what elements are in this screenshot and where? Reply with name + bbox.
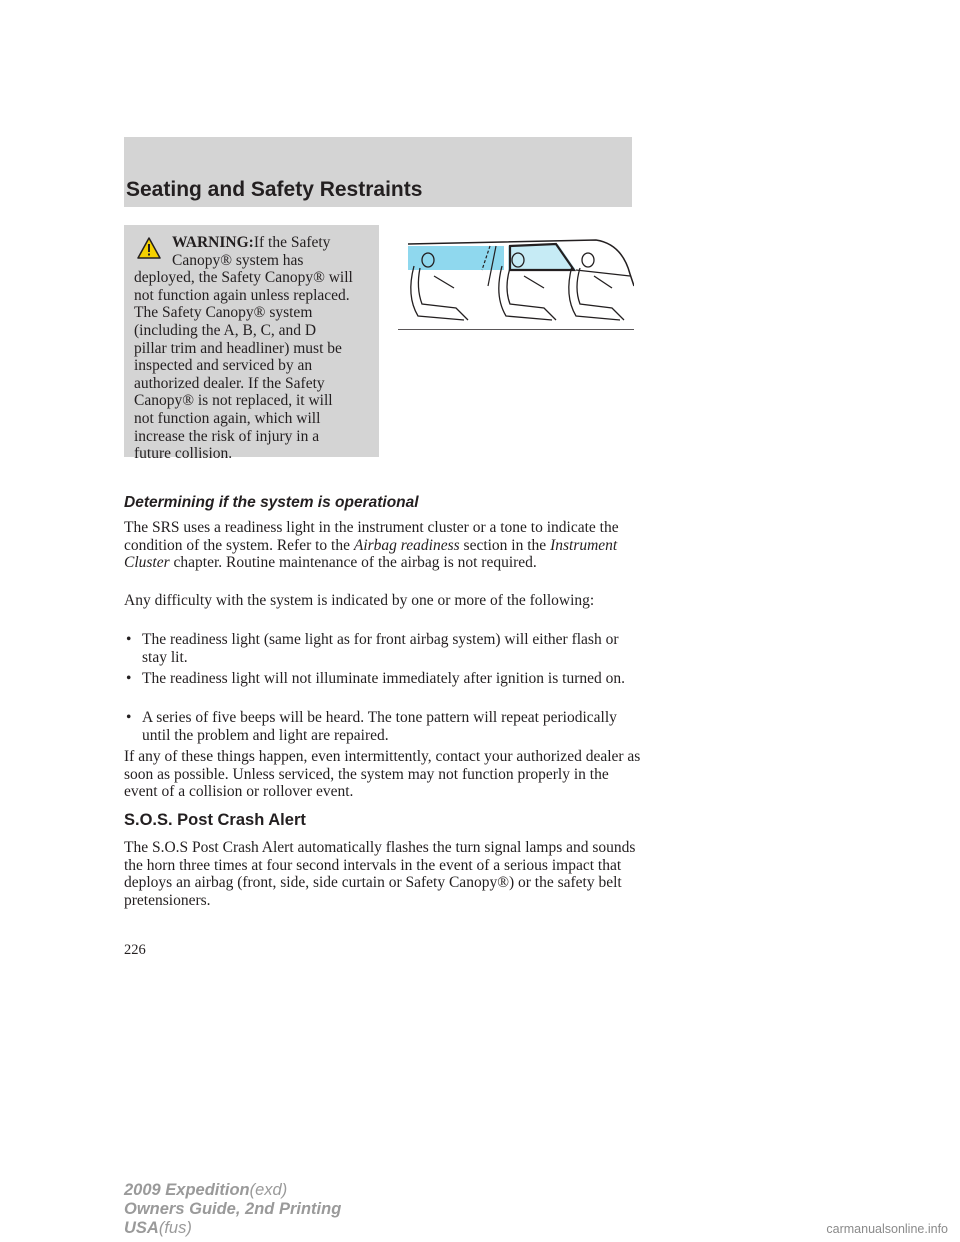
list-item: [124, 709, 644, 744]
operational-paragraph-3: If any of these things happen, even intermittently, contact your authorized dealer as soon as possible. Unless serviced, the system may not function properly in the event of a collision or rollover event.: [124, 748, 641, 801]
footer-market: USA: [124, 1219, 159, 1237]
warning-label: WARNING:: [172, 234, 254, 251]
operational-heading: Determining if the system is operational: [124, 494, 419, 511]
watermark-text: carmanualsonline.info: [826, 1222, 948, 1236]
operational-paragraph-2: Any difficulty with the system is indicated by one or more of the following:: [124, 592, 595, 609]
operational-paragraph-1: [124, 519, 644, 572]
warning-line: (including the A, B, C, and D: [134, 321, 317, 339]
warning-line: deployed, the Safety Canopy® will: [134, 269, 353, 287]
section-title: Seating and Safety Restraints: [126, 178, 423, 201]
instrument-cluster-reference: Instrument Cluster: [124, 536, 618, 572]
warning-text: [134, 234, 374, 463]
text-run: The SRS uses a readiness light in the instrument cluster or a tone to indicate the condition of the system. Refer to the: [124, 519, 619, 554]
warning-line: Canopy® is not replaced, it will: [134, 392, 333, 410]
warning-line: not function again unless replaced.: [134, 286, 350, 304]
page-number: 226: [124, 942, 146, 958]
warning-line: The Safety Canopy® system: [134, 304, 313, 322]
footer-printing: Owners Guide, 2nd Printing: [124, 1200, 342, 1218]
list-item-text: The readiness light (same light as for front airbag system) will either flash or stay lit.: [142, 631, 619, 666]
list-item: [124, 631, 644, 666]
warning-line: authorized dealer. If the Safety: [134, 374, 325, 392]
bullet-dot: •: [126, 670, 132, 687]
footer-model-code: (exd): [249, 1181, 288, 1199]
sos-heading: S.O.S. Post Crash Alert: [124, 811, 306, 829]
list-item-text: The readiness light will not illuminate immediately after ignition is turned on.: [142, 670, 625, 687]
safety-canopy-illustration: [398, 226, 634, 330]
warning-line: If the Safety: [253, 234, 331, 251]
warning-line: increase the risk of injury in a: [134, 427, 320, 445]
list-item: [124, 670, 644, 688]
bullet-dot: •: [126, 709, 132, 726]
airbag-readiness-reference: Airbag readiness: [353, 536, 460, 554]
sos-paragraph: The S.O.S Post Crash Alert automatically flashes the turn signal lamps and sounds the horn three times at four second intervals in the event of a serious impact that deploys an airbag (front, side, side curtain or Safety Canopy®) or the safety belt pretensioners.: [124, 839, 636, 909]
list-item-text: A series of five beeps will be heard. The tone pattern will repeat periodically until the problem and light are repaired.: [142, 709, 617, 744]
warning-line: inspected and serviced by an: [134, 357, 313, 375]
footer-market-code: (fus): [158, 1219, 192, 1237]
warning-line: not function again, which will: [134, 409, 321, 427]
warning-line: pillar trim and headliner) must be: [134, 339, 342, 357]
text-run: chapter. Routine maintenance of the airbag is not required.: [169, 554, 537, 572]
footer-model: 2009 Expedition: [124, 1181, 250, 1199]
bullet-dot: •: [126, 631, 132, 648]
text-run: section in the: [459, 536, 551, 554]
warning-line: Canopy® system has: [172, 251, 304, 269]
warning-line: future collision.: [134, 445, 233, 463]
document-footer: [124, 1181, 341, 1238]
